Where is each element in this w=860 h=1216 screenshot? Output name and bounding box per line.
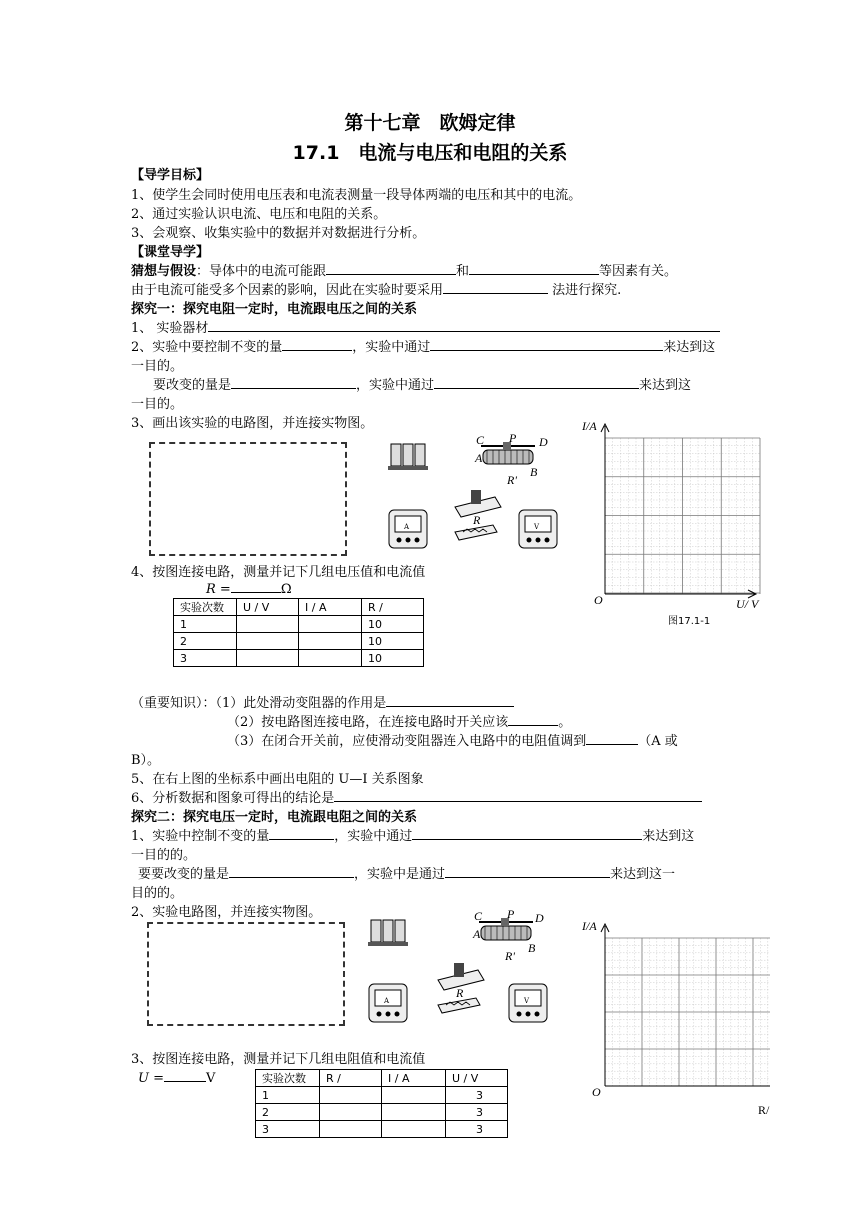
voltmeter-icon xyxy=(509,984,547,1022)
table-cell: 3 xyxy=(446,1121,508,1138)
e2-q1 xyxy=(131,825,694,844)
blank-change-method[interactable] xyxy=(434,375,639,389)
u-label: U = xyxy=(138,1071,164,1086)
table-cell: 3 xyxy=(174,650,237,667)
hypothesis-text-2: 和 xyxy=(456,264,470,279)
table-cell-input[interactable] xyxy=(382,1087,446,1104)
table-cell-input[interactable] xyxy=(299,616,362,633)
ammeter-symbol: A xyxy=(384,997,390,1005)
hypothesis-line1 xyxy=(131,260,677,279)
table2-header-cell: 实验次数 xyxy=(256,1070,320,1087)
circuit-drawing-box-2[interactable] xyxy=(147,922,345,1026)
e1-q1-text: 1、 实验器材 xyxy=(131,321,209,336)
voltmeter-symbol: V xyxy=(534,523,540,531)
battery-icon xyxy=(368,920,408,946)
rheostat-label-c: C xyxy=(476,433,485,447)
hypothesis-text-4: 由于电流可能受多个因素的影响，因此在实验时要采用 xyxy=(131,283,444,298)
table-cell: 1 xyxy=(174,616,237,633)
table-row xyxy=(256,1104,508,1121)
blank-e2-control-var[interactable] xyxy=(269,826,334,840)
rheostat-label-p: P xyxy=(509,431,517,445)
u-unit: V xyxy=(205,1071,216,1086)
chapter-title: 第十七章 欧姆定律 xyxy=(344,112,516,134)
table-cell-input[interactable] xyxy=(382,1104,446,1121)
knowledge-2-text: （2）按电路图连接电路，在连接电路时开关应该 xyxy=(227,715,509,730)
r-unit: Ω xyxy=(280,582,292,597)
e2-q1-text-g: 来达到这一 xyxy=(610,867,676,882)
graph1-caption: 图17.1-1 xyxy=(668,616,711,627)
table-cell-input[interactable] xyxy=(382,1121,446,1138)
blank-control-method[interactable] xyxy=(430,337,663,351)
table-cell-input[interactable] xyxy=(237,616,299,633)
e1-q2-cont: 一目的。 xyxy=(131,359,184,374)
graph1-origin: O xyxy=(594,593,603,607)
blank-control-var[interactable] xyxy=(282,337,352,351)
graph1-grid xyxy=(605,438,760,594)
blank-r-value[interactable] xyxy=(231,579,281,593)
section-title: 17.1 电流与电压和电阻的关系 xyxy=(292,142,568,164)
table-cell-input[interactable] xyxy=(299,633,362,650)
hypothesis-text-5: 法进行探究. xyxy=(548,283,622,298)
table-cell: 1 xyxy=(256,1087,320,1104)
hypothesis-text-3: 等因素有关。 xyxy=(599,264,678,279)
e1-q2-text-e: 要改变的量是 xyxy=(153,378,232,393)
graph2-grid xyxy=(605,938,770,1086)
e1-q1 xyxy=(131,317,720,336)
e2-q1-text-c: 来达到这 xyxy=(642,829,695,844)
rheostat-label-d: D xyxy=(535,911,544,925)
table-cell: 10 xyxy=(362,616,424,633)
table2-header-cell: R / xyxy=(320,1070,382,1087)
knowledge-1 xyxy=(131,692,514,711)
table-cell-input[interactable] xyxy=(237,650,299,667)
explore2-heading: 探究二：探究电压一定时，电流跟电阻之间的关系 xyxy=(131,810,418,825)
blank-e2-change-method[interactable] xyxy=(445,864,610,878)
rheostat-label-b: B xyxy=(530,465,538,479)
blank-factor-2[interactable] xyxy=(469,261,599,275)
blank-rheostat-position[interactable] xyxy=(586,731,638,745)
e1-q2-text-f: ，实验中通过 xyxy=(356,378,435,393)
table-row xyxy=(174,650,424,667)
e2-q1-cont: 一目的的。 xyxy=(131,848,197,863)
rheostat-label-a: A xyxy=(475,451,483,465)
e1-q2-text-a: 2、实验中要控制不变的量 xyxy=(131,340,283,355)
e2-q2: 2、实验电路图，并连接实物图。 xyxy=(131,905,322,920)
e1-q2-text-c: 来达到这 xyxy=(663,340,716,355)
table-cell-input[interactable] xyxy=(320,1121,382,1138)
goal-item-3: 3、会观察、收集实验中的数据并对数据进行分析。 xyxy=(131,226,426,241)
blank-e2-control-method[interactable] xyxy=(412,826,642,840)
rheostat-label-p: P xyxy=(507,907,515,921)
rheostat-label-c: C xyxy=(474,909,483,923)
rheostat-icon xyxy=(472,907,544,963)
rheostat-label-a: A xyxy=(473,927,481,941)
table-cell-input[interactable] xyxy=(320,1104,382,1121)
graph1-x-axis xyxy=(605,590,756,598)
e1-q4: 4、按图连接电路，测量并记下几组电压值和电流值 xyxy=(131,565,426,580)
e2-q1-change xyxy=(138,863,675,882)
e1-q2-text-b: ，实验中通过 xyxy=(352,340,431,355)
voltmeter-icon xyxy=(519,510,557,548)
e1-q6 xyxy=(131,787,702,806)
battery-icon xyxy=(388,444,428,470)
table2-header-cell: U / V xyxy=(446,1070,508,1087)
e2-q1-text-b: ，实验中通过 xyxy=(334,829,413,844)
u-value-line xyxy=(138,1068,215,1086)
blank-u-value[interactable] xyxy=(164,1068,206,1082)
ammeter-icon xyxy=(369,984,407,1022)
knowledge-3 xyxy=(227,730,678,749)
rheostat-icon xyxy=(474,431,548,487)
blank-factor-1[interactable] xyxy=(326,261,456,275)
blank-rheostat-role[interactable] xyxy=(386,693,514,707)
e1-q5: 5、在右上图的坐标系中画出电阻的 U—I 关系图象 xyxy=(131,772,424,787)
e1-q6-text: 6、分析数据和图象可得出的结论是 xyxy=(131,791,335,806)
blank-switch-state[interactable] xyxy=(508,712,558,726)
table2-header-cell: I / A xyxy=(382,1070,446,1087)
explore1-heading: 探究一：探究电阻一定时，电流跟电压之间的关系 xyxy=(131,302,418,317)
ammeter-icon xyxy=(389,510,427,548)
rheostat-label-d: D xyxy=(539,435,548,449)
table-cell-input[interactable] xyxy=(320,1087,382,1104)
table-cell: 3 xyxy=(256,1121,320,1138)
table-row xyxy=(256,1087,508,1104)
table-1 xyxy=(173,598,424,667)
hypothesis-label: 猜想与假设 xyxy=(131,264,197,279)
rheostat-label-rp: R' xyxy=(505,949,515,963)
goals-heading: 【导学目标】 xyxy=(131,168,210,183)
r-value-line xyxy=(206,579,292,597)
table-cell: 3 xyxy=(446,1104,508,1121)
apparatus-set-2 xyxy=(363,908,548,1033)
table2-header xyxy=(256,1070,508,1087)
circuit-drawing-box-1[interactable] xyxy=(149,442,347,556)
e2-q3: 3、按图连接电路，测量并记下几组电阻值和电流值 xyxy=(131,1052,426,1067)
e1-q2-cont2: 一目的。 xyxy=(131,397,184,412)
hypothesis-text-1: ：导体中的电流可能跟 xyxy=(196,264,327,279)
table-row xyxy=(174,616,424,633)
graph1-y-axis xyxy=(601,424,609,594)
graph2-origin: O xyxy=(592,1085,601,1099)
blank-e2-change-var[interactable] xyxy=(229,864,354,878)
knowledge-3-text: （3）在闭合开关前，应使滑动变阻器连入电路中的电阻值调到 xyxy=(227,734,587,749)
knowledge-2-end: 。 xyxy=(558,715,572,730)
table-cell-input[interactable] xyxy=(299,650,362,667)
graph2-x-label: R/ xyxy=(758,1103,770,1117)
e2-q1-text-e: 要要改变的量是 xyxy=(138,867,230,882)
blank-change-var[interactable] xyxy=(231,375,356,389)
e1-q2 xyxy=(131,336,715,355)
goal-item-2: 2、通过实验认识电流、电压和电阻的关系。 xyxy=(131,207,387,222)
e1-q2-text-g: 来达到这 xyxy=(639,378,692,393)
knowledge-3-cont: B）。 xyxy=(131,753,161,768)
table-cell: 10 xyxy=(362,633,424,650)
knowledge-2 xyxy=(227,711,571,730)
rheostat-label-rp: R' xyxy=(507,473,517,487)
table1-header-cell: R / xyxy=(362,599,424,616)
apparatus-set-1 xyxy=(383,432,563,557)
graph1-x-label: U/ V xyxy=(736,597,759,611)
voltmeter-symbol: V xyxy=(524,997,530,1005)
graph2-y-label: I/A xyxy=(582,919,597,933)
knowledge-3-end: （A 或 xyxy=(638,734,678,749)
r-label: R = xyxy=(206,582,231,597)
resistor-label: R xyxy=(456,986,464,1000)
table-2 xyxy=(255,1069,508,1138)
ammeter-symbol: A xyxy=(404,523,410,531)
e2-q1-text-f: ，实验中是通过 xyxy=(354,867,446,882)
graph-1[interactable] xyxy=(580,418,770,638)
table1-header-cell: I / A xyxy=(299,599,362,616)
table1-header-cell: 实验次数 xyxy=(174,599,237,616)
resistor-label: R xyxy=(473,513,481,527)
graph2-y-axis xyxy=(601,924,609,1086)
e2-q1-cont2: 目的的。 xyxy=(131,886,184,901)
blank-method[interactable] xyxy=(443,280,548,294)
knowledge-1-text: （重要知识）：（1）此处滑动变阻器的作用是 xyxy=(131,696,387,711)
blank-equipment[interactable] xyxy=(208,318,720,332)
table1-header-cell: U / V xyxy=(237,599,299,616)
table1-header xyxy=(174,599,424,616)
table-cell-input[interactable] xyxy=(237,633,299,650)
rheostat-label-b: B xyxy=(528,941,536,955)
table-cell: 2 xyxy=(256,1104,320,1121)
e1-q2-change xyxy=(153,374,691,393)
graph1-y-label: I/A xyxy=(582,419,597,433)
graph-2[interactable] xyxy=(580,918,780,1118)
table-cell: 10 xyxy=(362,650,424,667)
hypothesis-line2 xyxy=(131,279,621,298)
e1-q3: 3、画出该实验的电路图，并连接实物图。 xyxy=(131,416,374,431)
class-guide-heading: 【课堂导学】 xyxy=(131,245,210,260)
table-row xyxy=(174,633,424,650)
table-cell: 2 xyxy=(174,633,237,650)
table-row xyxy=(256,1121,508,1138)
table-cell: 3 xyxy=(446,1087,508,1104)
goal-item-1: 1、使学生会同时使用电压表和电流表测量一段导体两端的电压和其中的电流。 xyxy=(131,188,582,203)
blank-conclusion[interactable] xyxy=(334,788,702,802)
e2-q1-text-a: 1、实验中控制不变的量 xyxy=(131,829,270,844)
